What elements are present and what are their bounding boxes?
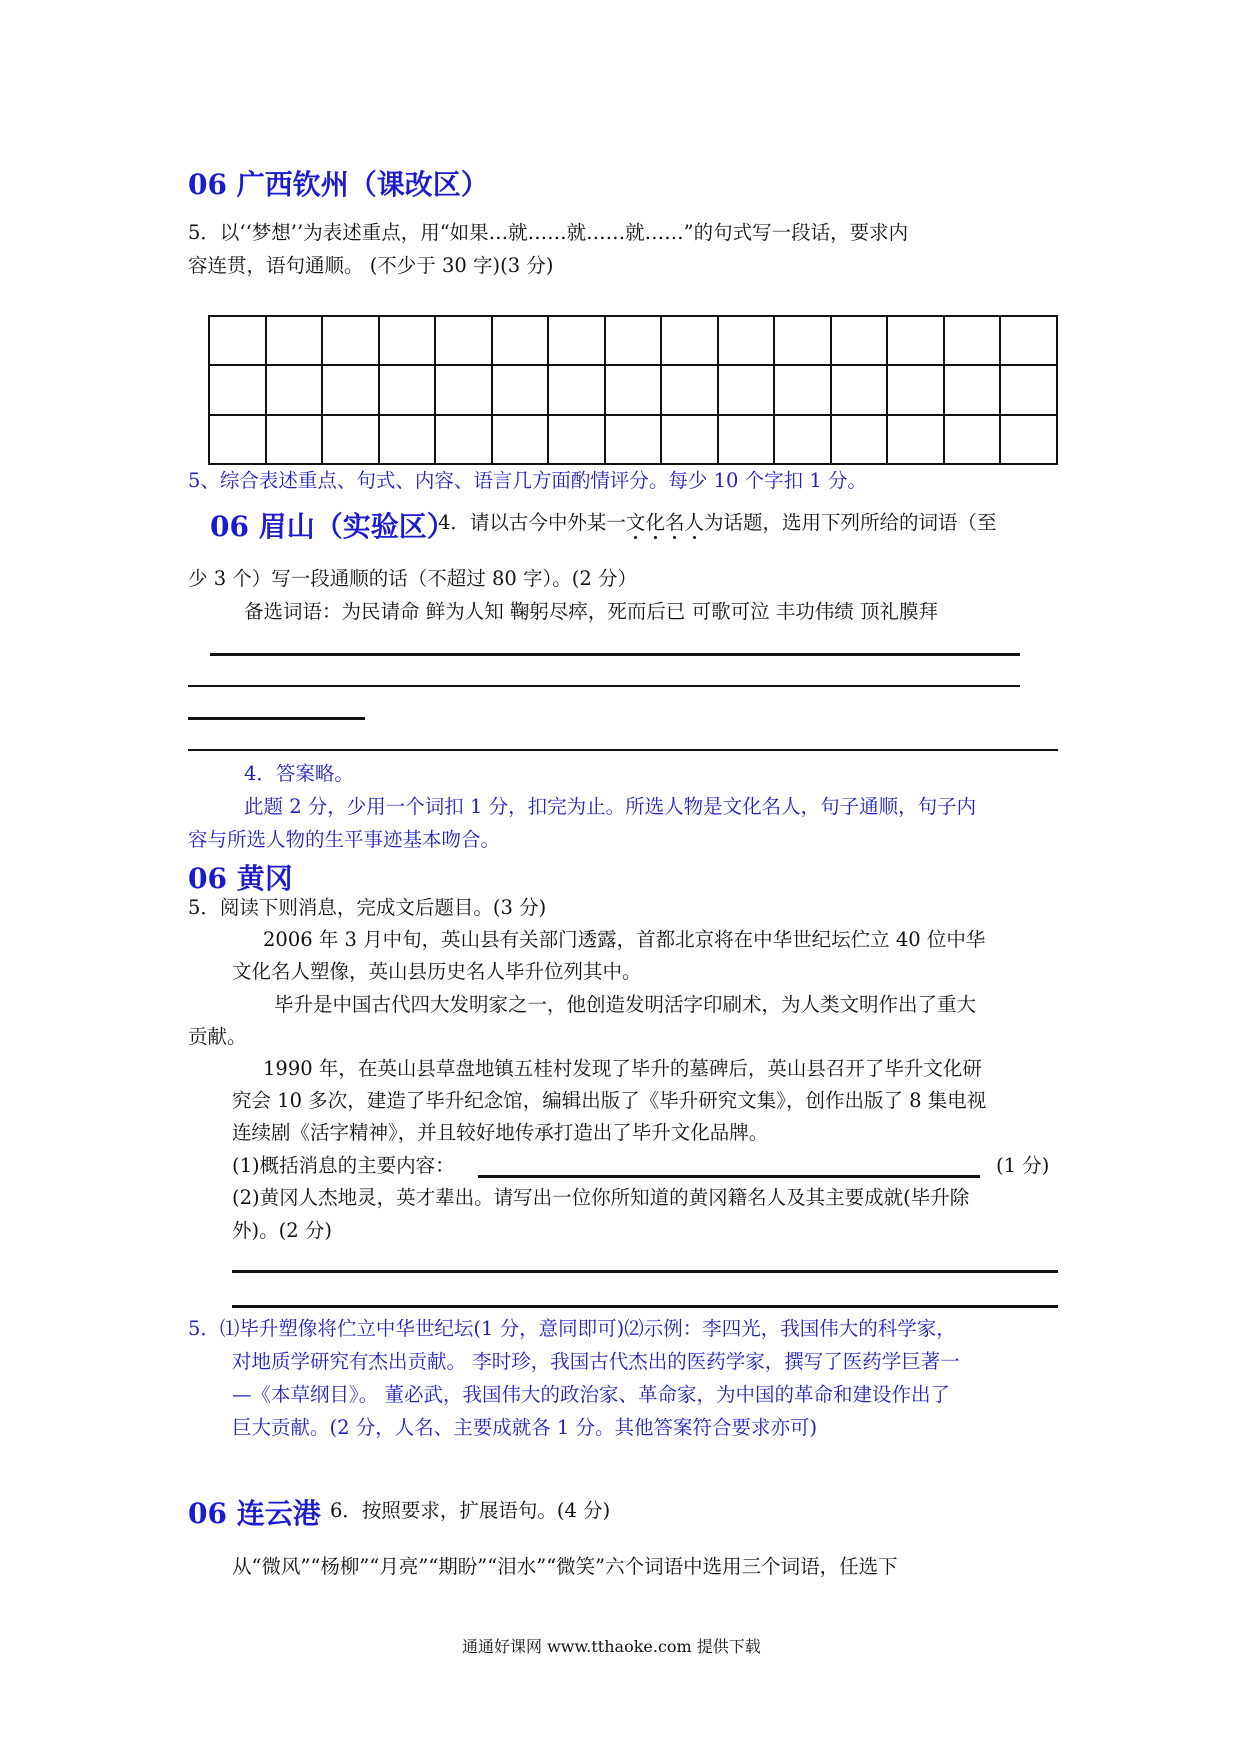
page-footer: 通通好课网 www.tthaoke.com 提供下载: [462, 1637, 761, 1656]
section-heading-meishan: 06 眉山（实验区）: [210, 510, 455, 543]
question-text: 少 3 个）写一段通顺的话（不超过 80 字）。(2 分）: [188, 567, 637, 590]
grid-cell[interactable]: [266, 365, 323, 414]
answer-line[interactable]: [478, 1175, 980, 1178]
grid-cell[interactable]: [492, 365, 549, 414]
grid-cell[interactable]: [605, 365, 662, 414]
grid-cell[interactable]: [944, 316, 1001, 365]
question-text: 6．按照要求，扩展语句。(4 分): [330, 1499, 611, 1522]
grid-cell[interactable]: [322, 415, 379, 464]
grid-cell[interactable]: [944, 415, 1001, 464]
grid-cell[interactable]: [831, 316, 888, 365]
grid-cell[interactable]: [605, 316, 662, 365]
grid-cell[interactable]: [548, 316, 605, 365]
answer-text: 对地质学研究有杰出贡献。 李时珍，我国古代杰出的医药学家，撰写了医药学巨著一: [232, 1350, 960, 1373]
grid-cell[interactable]: [379, 365, 436, 414]
grid-cell[interactable]: [1000, 365, 1057, 414]
grid-row: [209, 316, 1057, 365]
grid-cell[interactable]: [379, 316, 436, 365]
grid-cell[interactable]: [1000, 415, 1057, 464]
question-text: 5．阅读下则消息，完成文后题目。(3 分): [188, 896, 547, 919]
grid-cell[interactable]: [435, 365, 492, 414]
sub-question: (2)黄冈人杰地灵，英才辈出。请写出一位你所知道的黄冈籍名人及其主要成就(毕升除: [232, 1186, 970, 1209]
answer-line[interactable]: [232, 1305, 1058, 1308]
grid-cell[interactable]: [322, 365, 379, 414]
grid-cell[interactable]: [887, 415, 944, 464]
answer-line[interactable]: [188, 685, 1020, 687]
answer-text: 此题 2 分，少用一个词扣 1 分，扣完为止。所选人物是文化名人，句子通顺，句子内: [244, 795, 977, 818]
passage-text: 1990 年，在英山县草盘地镇五桂村发现了毕升的墓碑后，英山县召开了毕升文化研: [263, 1057, 982, 1080]
answer-line[interactable]: [188, 749, 1058, 751]
grid-cell[interactable]: [266, 415, 323, 464]
answer-text: 4．答案略。: [244, 762, 354, 785]
grid-row: [209, 365, 1057, 414]
grid-cell[interactable]: [209, 365, 266, 414]
grid-cell[interactable]: [209, 316, 266, 365]
answer-text: 5．⑴毕升塑像将伫立中华世纪坛(1 分，意同即可)⑵示例：李四光，我国伟大的科学家，: [188, 1317, 956, 1340]
grid-cell[interactable]: [435, 415, 492, 464]
passage-text: 文化名人塑像，英山县历史名人毕升位列其中。: [232, 960, 642, 983]
passage-text: 究会 10 多次，建造了毕升纪念馆，编辑出版了《毕升研究文集》，创作出版了 8 集电视: [232, 1089, 987, 1112]
grid-cell[interactable]: [774, 365, 831, 414]
grid-cell[interactable]: [1000, 316, 1057, 365]
section-heading-huanggang: 06 黄冈: [188, 862, 293, 895]
grid-cell[interactable]: [209, 415, 266, 464]
grid-cell[interactable]: [548, 365, 605, 414]
emphasized-text: 文化名人: [625, 511, 704, 534]
grid-cell[interactable]: [605, 415, 662, 464]
grid-cell[interactable]: [718, 415, 775, 464]
question-text: 容连贯，语句通顺。 (不少于 30 字)(3 分): [188, 254, 554, 277]
grid-cell[interactable]: [548, 415, 605, 464]
passage-text: 连续剧《活字精神》，并且较好地传承打造出了毕升文化品牌。: [232, 1121, 769, 1144]
grid-cell[interactable]: [831, 365, 888, 414]
grid-row: [209, 415, 1057, 464]
grid-cell[interactable]: [944, 365, 1001, 414]
answer-line[interactable]: [188, 717, 365, 720]
question-text: 从“微风”“杨柳”“月亮”“期盼”“泪水”“微笑”六个词语中选用三个词语，任选下: [232, 1555, 898, 1578]
grid-cell[interactable]: [887, 316, 944, 365]
grid-cell[interactable]: [322, 316, 379, 365]
grid-cell[interactable]: [661, 316, 718, 365]
section-heading-lianyungang: 06 连云港: [188, 1497, 321, 1530]
grid-cell[interactable]: [831, 415, 888, 464]
question-text: 4．请以古今中外某一文化名人为话题，选用下列所给的词语（至: [438, 511, 997, 534]
grid-cell[interactable]: [379, 415, 436, 464]
sub-question: 外)。(2 分): [232, 1219, 332, 1242]
answer-text: 巨大贡献。(2 分，人名、主要成就各 1 分。其他答案符合要求亦可): [232, 1416, 818, 1439]
section-heading-qinzhou: 06 广西钦州（课改区）: [188, 168, 489, 201]
grid-cell[interactable]: [492, 415, 549, 464]
grid-cell[interactable]: [718, 316, 775, 365]
grid-cell[interactable]: [774, 316, 831, 365]
score-label: (1 分): [996, 1154, 1050, 1177]
grid-cell[interactable]: [266, 316, 323, 365]
grid-cell[interactable]: [661, 365, 718, 414]
answer-line[interactable]: [210, 653, 1020, 656]
grid-cell[interactable]: [774, 415, 831, 464]
sub-question: (1)概括消息的主要内容：: [232, 1154, 455, 1177]
grid-cell[interactable]: [435, 316, 492, 365]
answer-text: —《本草纲目》。 董必武，我国伟大的政治家、革命家，为中国的革命和建设作出了: [232, 1383, 950, 1406]
answer-line[interactable]: [232, 1270, 1058, 1273]
grid-cell[interactable]: [661, 415, 718, 464]
word-bank: 备选词语：为民请命 鲜为人知 鞠躬尽瘁，死而后已 可歌可泣 丰功伟绩 顶礼膜拜: [244, 600, 938, 623]
answer-text: 5、综合表述重点、句式、内容、语言几方面酌情评分。每少 10 个字扣 1 分。: [188, 469, 867, 492]
passage-text: 贡献。: [188, 1025, 247, 1048]
passage-text: 2006 年 3 月中旬，英山县有关部门透露，首都北京将在中华世纪坛伫立 40 位中华: [263, 928, 986, 951]
grid-cell[interactable]: [492, 316, 549, 365]
grid-cell[interactable]: [887, 365, 944, 414]
writing-grid[interactable]: [208, 315, 1058, 465]
question-text: 5．以‘‘梦想’’为表述重点，用“如果…就……就……就……”的句式写一段话，要求内: [188, 221, 909, 244]
answer-text: 容与所选人物的生平事迹基本吻合。: [188, 828, 501, 851]
grid-cell[interactable]: [718, 365, 775, 414]
passage-text: 毕升是中国古代四大发明家之一，他创造发明活字印刷术，为人类文明作出了重大: [274, 993, 977, 1016]
